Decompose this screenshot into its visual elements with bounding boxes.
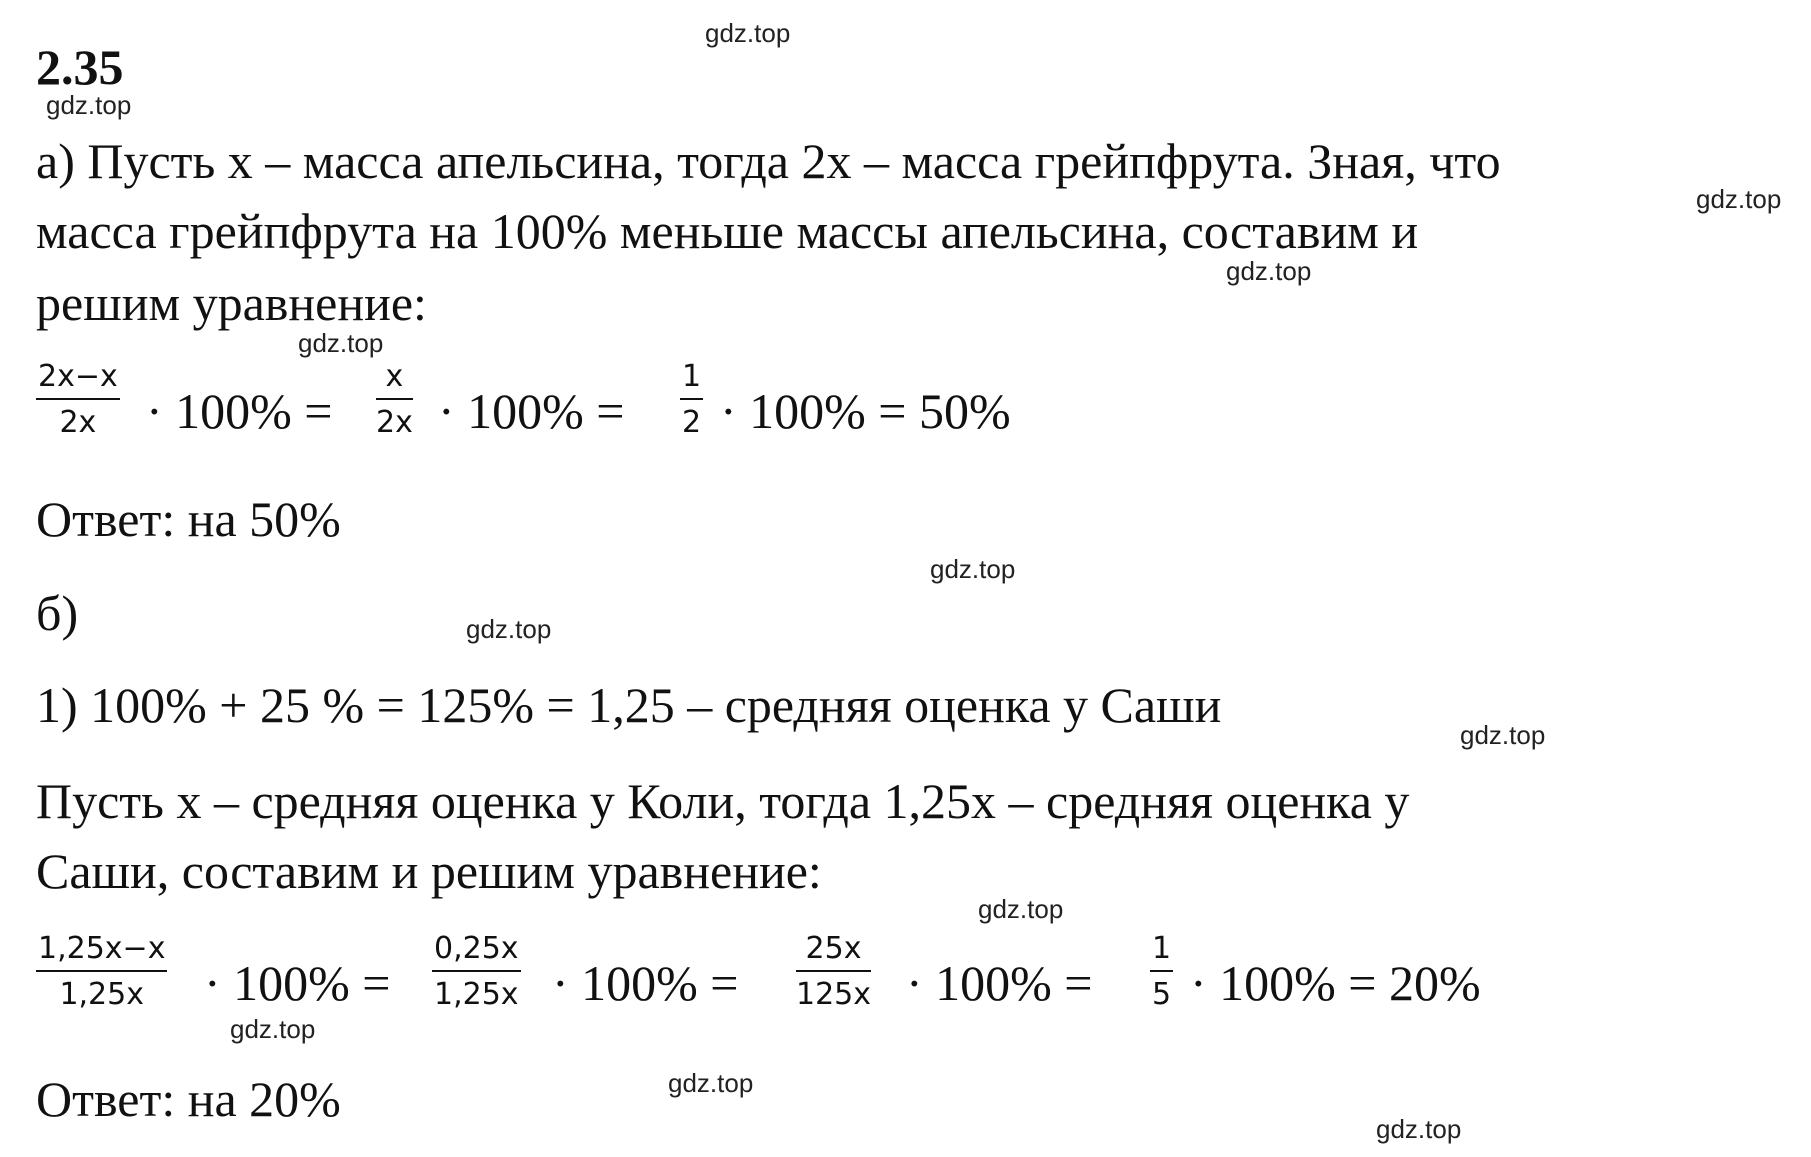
watermark: gdz.top: [466, 614, 552, 644]
watermark: gdz.top: [978, 894, 1064, 924]
fraction: [1150, 931, 1173, 1012]
part-b-label: б): [36, 585, 79, 641]
denominator: 1,25x: [59, 977, 144, 1012]
watermark: gdz.top: [298, 328, 384, 358]
part-a-answer: Ответ: на 50%: [36, 491, 341, 547]
numerator: 1,25x−x: [36, 934, 167, 972]
denominator: 2: [682, 405, 702, 440]
fraction: [36, 359, 120, 440]
numerator: 1: [680, 362, 703, 400]
watermark: gdz.top: [46, 90, 132, 120]
equation-text: · 100% =: [906, 955, 1093, 1011]
watermark: gdz.top: [1460, 720, 1546, 750]
denominator: 2x: [376, 405, 413, 440]
numerator: 1: [1150, 934, 1173, 972]
numerator: 2x−x: [36, 362, 120, 400]
watermark: gdz.top: [1226, 256, 1312, 286]
denominator: 125x: [796, 977, 872, 1012]
watermark: gdz.top: [1376, 1114, 1462, 1144]
fraction: [376, 359, 413, 440]
equation-text: · 100% =: [438, 383, 625, 439]
watermark: gdz.top: [668, 1068, 754, 1098]
part-b-line-2: Саши, составим и решим уравнение:: [36, 843, 822, 899]
equation-text: · 100% =: [146, 383, 333, 439]
part-a-line-3: решим уравнение:: [36, 275, 427, 331]
problem-number: 2.35: [36, 39, 124, 95]
denominator: 2x: [59, 405, 97, 440]
denominator: 1,25x: [434, 977, 519, 1012]
equation-text: · 100% = 20%: [1190, 955, 1481, 1011]
fraction: [680, 359, 703, 440]
part-b-step-1: 1) 100% + 25 % = 125% = 1,25 – средняя оценка у Саши: [36, 677, 1222, 733]
watermark: gdz.top: [930, 554, 1016, 584]
part-a-line-2: масса грейпфрута на 100% меньше массы апельсина, составим и: [36, 203, 1419, 259]
numerator: x: [376, 362, 413, 400]
equation-text: · 100% =: [204, 955, 391, 1011]
denominator: 5: [1152, 977, 1172, 1012]
part-b-answer: Ответ: на 20%: [36, 1071, 341, 1127]
fraction: [36, 931, 167, 1012]
fraction: [796, 931, 872, 1012]
watermark: gdz.top: [705, 18, 791, 48]
equation-text: · 100% =: [552, 955, 739, 1011]
numerator: 25x: [796, 934, 871, 972]
part-a-line-1: а) Пусть x – масса апельсина, тогда 2x – масса грейпфрута. Зная, что: [36, 133, 1501, 189]
fraction: [432, 931, 521, 1012]
watermark: gdz.top: [1696, 184, 1782, 214]
equation-text: · 100% = 50%: [720, 383, 1011, 439]
watermark: gdz.top: [230, 1014, 316, 1044]
numerator: 0,25x: [432, 934, 521, 972]
part-b-line-1: Пусть x – средняя оценка у Коли, тогда 1,25x – средняя оценка у: [36, 773, 1410, 829]
